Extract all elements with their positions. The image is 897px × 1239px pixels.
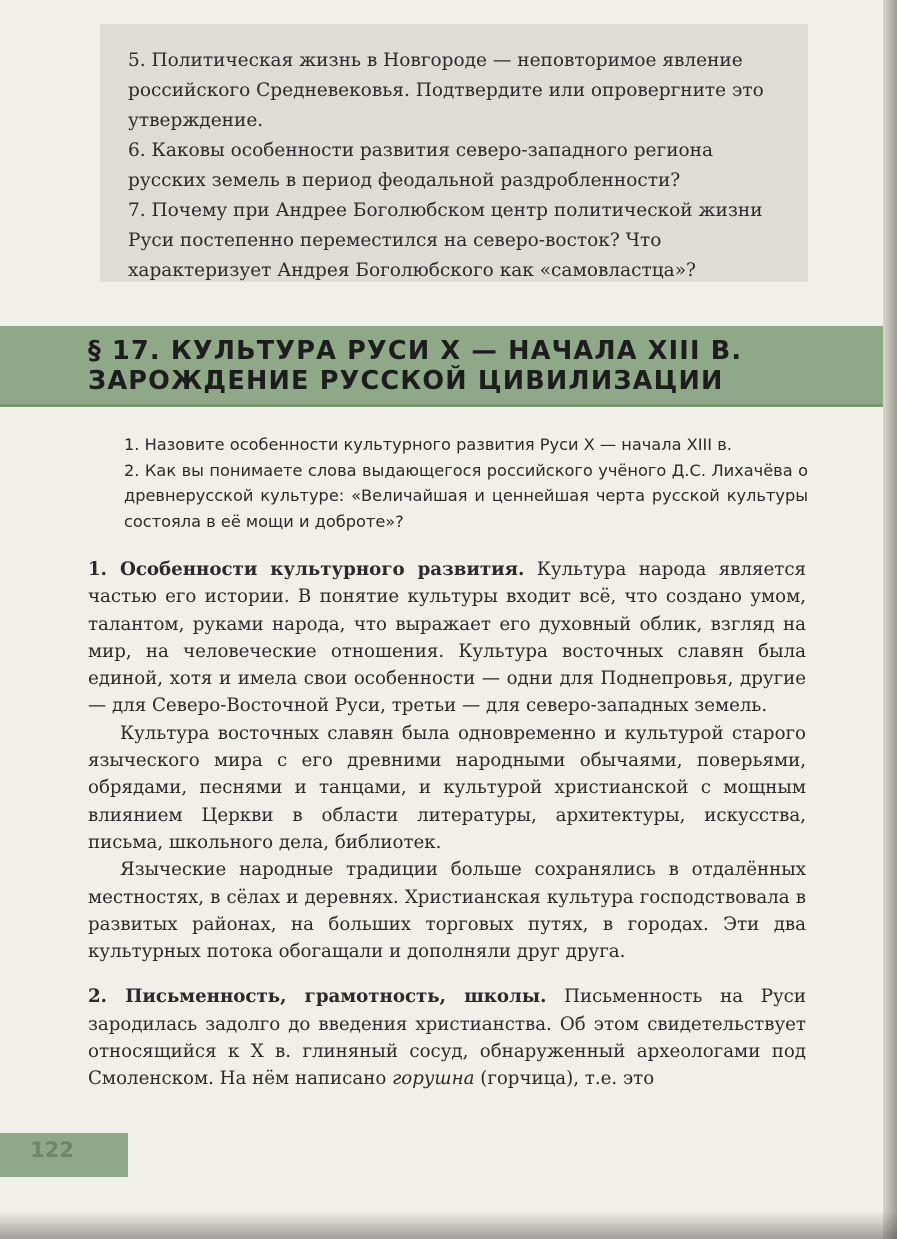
- review-question-5: 5. Политическая жизнь в Новгороде — неповторимое явление российского Средневековья. Подтвердите или опровергните это утверждение.: [128, 50, 764, 131]
- intro-questions: [124, 432, 808, 534]
- paragraph-4-tail: (горчица), т.е. это: [474, 1068, 655, 1090]
- intro-question-1: 1. Назовите особенности культурного развития Руси X — начала XIII в.: [124, 435, 732, 454]
- review-questions-box: [100, 24, 808, 282]
- main-text: [88, 556, 806, 1093]
- section-title-line-2: ЗАРОЖДЕНИЕ РУССКОЙ ЦИВИЛИЗАЦИИ: [88, 366, 724, 396]
- review-question-6: 6. Каковы особенности развития северо-западного региона русских земель в период феодальной раздробленности?: [128, 140, 714, 191]
- section-title-line-1: § 17. КУЛЬТУРА РУСИ X — НАЧАЛА XIII В.: [88, 336, 743, 366]
- italic-word: горушна: [392, 1068, 475, 1090]
- paragraph-2: Культура восточных славян была одновременно и культурой старого языческого мира с его древними народными обычаями, поверьями, обрядами, песнями и танцами, и культурой христианской с мощным влиянием Церкви в области литературы, архитектуры, искусства, письма, школьного дела, библиотек.: [88, 722, 806, 853]
- intro-question-2: 2. Как вы понимаете слова выдающегося российского учёного Д.С. Лихачёва о древнерусской культуре: «Величайшая и ценнейшая черта русской культуры состояла в её мощи и доброте»?: [124, 460, 808, 531]
- paragraph-4-text: Письменность на Руси зародилась задолго до введения христианства. Об этом свидетельствует относящийся к X в. глиняный сосуд, обнаруженный археологами под Смоленском. На нём написано: [88, 986, 806, 1090]
- page-edge: [883, 0, 897, 1239]
- page-number: 122: [30, 1138, 74, 1162]
- paragraph-3: Языческие народные традиции больше сохранялись в отдалённых местностях, в сёлах и деревнях. Христианская культура господствовала в развитых районах, на больших торговых путях, в городах. Эти два культурных потока обогащали и дополняли друг друга.: [88, 859, 806, 963]
- paragraph-1: [88, 556, 806, 720]
- paragraph-4: [88, 983, 806, 1092]
- subsection-heading-2: 2. Письменность, грамотность, школы.: [88, 986, 547, 1008]
- section-title: [88, 336, 868, 396]
- bottom-shadow: [0, 1211, 897, 1239]
- paragraph-1-text: Культура народа является частью его истории. В понятие культуры входит всё, что создано умом, талантом, руками народа, что выражает его духовный облик, взгляд на мир, на человеческие отношения. Культура восточных славян была единой, хотя и имела свои особенности — одни для Поднепровья, другие — для Северо-Восточной Руси, третьи — для северо-западных земель.: [88, 559, 806, 717]
- review-question-7: 7. Почему при Андрее Боголюбском центр политической жизни Руси постепенно переместился на северо-восток? Что характеризует Андрея Боголюбского как «самовластца»?: [128, 200, 763, 281]
- subsection-heading-1: 1. Особенности культурного развития.: [88, 559, 525, 580]
